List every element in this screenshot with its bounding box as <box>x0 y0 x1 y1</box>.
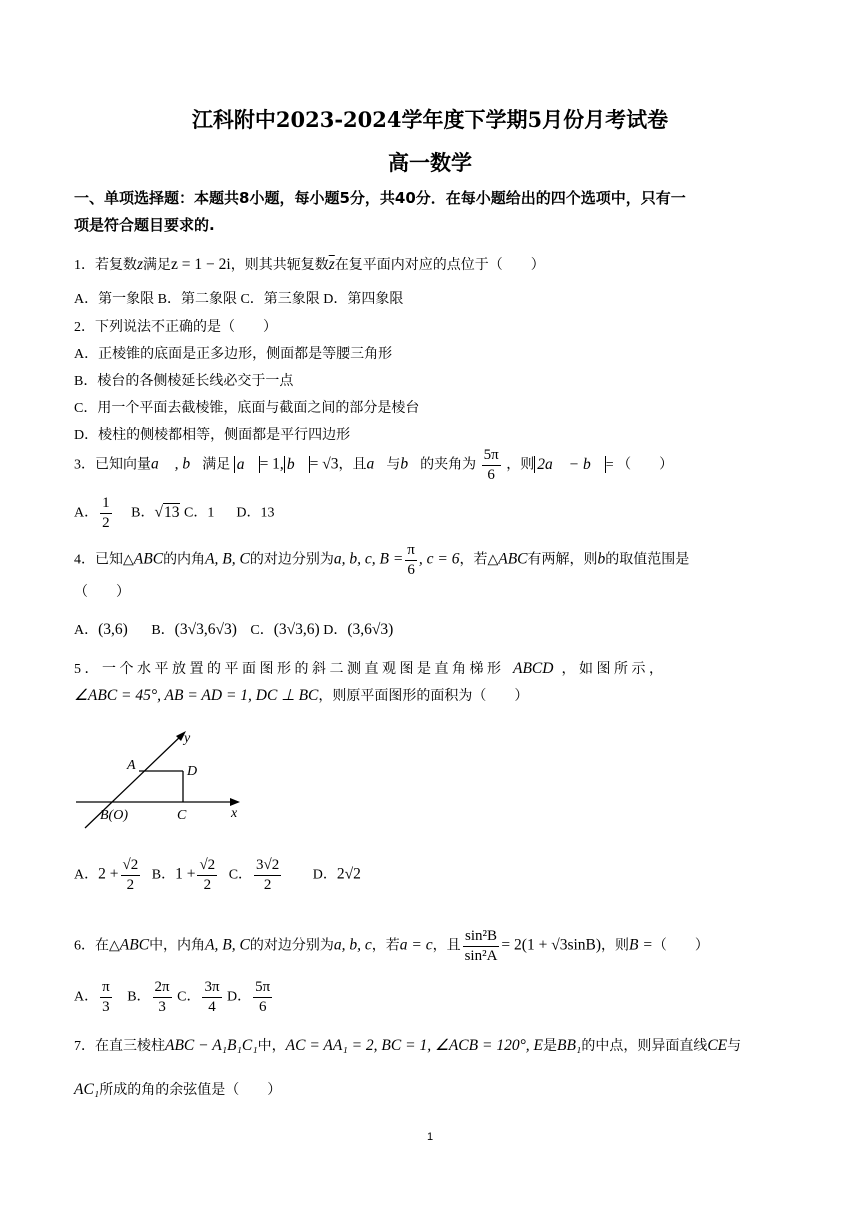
q4-text-e: 有两解，则 <box>527 552 598 568</box>
question-7-line1 <box>74 1035 741 1055</box>
q5-option-a-numerator: √2 <box>121 856 141 876</box>
question-2-option-b: B．棱台的各侧棱延长线必交于一点 <box>74 374 294 389</box>
q7-text-e: 与 <box>727 1039 742 1054</box>
question-4-stem <box>74 541 689 580</box>
q3-text-b: 满足 <box>202 457 231 473</box>
q5-oblique-figure <box>70 725 260 837</box>
q1-text-a: 1．若复数 <box>74 258 137 273</box>
q5-option-a-fraction <box>121 856 141 895</box>
q4-option-b-value: (3√3,6√3) <box>174 621 237 638</box>
q5-option-c-denominator: 2 <box>263 877 272 893</box>
q6-rhs: = 2(1 + √3sinB) <box>501 936 602 954</box>
q6-angles: A, B, C <box>205 936 250 954</box>
q3-option-c: C．1 <box>183 505 215 521</box>
q4-b-fraction <box>405 541 417 580</box>
q6-triangle: ABC <box>119 936 150 954</box>
q5-option-c-fraction <box>254 856 281 895</box>
question-2-option-a: A．正棱锥的底面是正多边形，侧面都是等腰三角形 <box>74 347 393 362</box>
q7-text-f: 所成的角的余弦值是（ ） <box>99 1083 282 1098</box>
question-2-option-d: D．棱柱的侧棱都相等，侧面都是平行四边形 <box>74 428 351 443</box>
q6-ratio-denominator: sin²A <box>464 948 498 964</box>
fig-label-x: x <box>231 806 238 821</box>
fig-label-c: C <box>177 808 187 823</box>
q6-text-f: ，则 <box>601 938 630 954</box>
q4-angles: A, B, C <box>205 550 250 568</box>
q6-option-c-numerator: 3π <box>202 978 221 998</box>
q1-equation: z = 1 − 2i <box>171 256 231 273</box>
q7-conditions: AC = AA₁ = 2, BC = 1, ∠ACB = 120°, E <box>285 1037 543 1054</box>
q4-triangle: ABC <box>133 550 164 568</box>
q5-text-c: ， 如 图 所 示 ， <box>561 662 663 677</box>
q6-option-b-denominator: 3 <box>158 999 166 1015</box>
q5-option-d-value: 2√2 <box>336 865 361 883</box>
q7-prism: ABC − A₁B₁C₁ <box>165 1037 258 1054</box>
q5-option-b-label: B． <box>151 867 176 883</box>
exam-subject: 高一数学 <box>388 150 472 175</box>
q7-edge-bb1: BB₁ <box>557 1037 582 1054</box>
q6-option-b-label: B． <box>127 989 151 1005</box>
q3-vectors: a⃗ , b⃗ <box>151 455 203 473</box>
q3-text-f: ，则 <box>506 457 535 473</box>
q1-text-d: 在复平面内对应的点位于（ ） <box>334 258 545 273</box>
q6-ratio-numerator: sin²B <box>463 927 500 947</box>
page-number: 1 <box>426 1131 434 1143</box>
question-4-paren: （ ） <box>74 585 130 600</box>
fig-label-a: A <box>127 758 136 773</box>
q3-eq2: = √3 <box>309 455 339 473</box>
q3-option-d: D．13 <box>236 505 275 521</box>
q3-vec-b: b⃗ <box>400 455 421 473</box>
q3-text-g: = （ ） <box>605 457 674 473</box>
q6-sides: a, b, c <box>333 936 372 954</box>
question-5-line1 <box>74 658 663 678</box>
q4-triangle-2: ABC <box>498 550 528 568</box>
q4-text-a: 4．已知△ <box>74 552 134 568</box>
q6-text-d: ，若 <box>371 938 400 954</box>
q3-text-e: 的夹角为 <box>420 457 477 473</box>
q5-text-a: 5 ． 一 个 水 平 放 置 的 平 面 图 形 的 斜 二 测 直 观 图 是 直 角 梯 形 <box>74 662 501 677</box>
question-5-options <box>74 856 361 895</box>
q6-option-d-fraction <box>253 978 272 1017</box>
q3-angle-fraction <box>482 446 501 485</box>
q7-text-a: 7．在直三棱柱 <box>74 1039 165 1054</box>
question-6-options <box>74 978 274 1017</box>
q6-option-c-label: C． <box>177 989 201 1005</box>
q4-option-a-value: (3,6) <box>98 621 128 638</box>
q6-option-d-numerator: 5π <box>253 978 272 998</box>
q6-option-b-numerator: 2π <box>153 978 172 998</box>
q7-text-d: 的中点，则异面直线 <box>581 1039 708 1054</box>
q3-text-d: 与 <box>386 457 401 473</box>
q6-option-d-label: D． <box>227 989 252 1005</box>
q1-text-c: ，则其共轭复数 <box>230 258 329 273</box>
q3-text-c: ，且 <box>338 457 367 473</box>
section-heading-line2: 项是符合题目要求的. <box>74 216 215 234</box>
q6-text-e: ，且 <box>432 938 461 954</box>
q4-option-a-label: A． <box>74 623 99 638</box>
q1-conjugate: $\overline{z}$ <box>328 256 335 273</box>
q6-option-c-fraction <box>202 978 221 1017</box>
q6-option-a-fraction <box>100 978 112 1017</box>
q6-option-a-denominator: 3 <box>102 999 110 1015</box>
q4-b-numerator: π <box>405 541 417 561</box>
q4-option-c-value: (3√3,6) <box>273 621 320 638</box>
q4-option-d-label: D． <box>323 623 348 638</box>
q4-option-c-label: C． <box>250 623 274 638</box>
question-2-option-c: C．用一个平面去截棱锥，底面与截面之间的部分是棱台 <box>74 401 420 416</box>
q6-option-a-label: A． <box>74 989 99 1005</box>
q5-option-c-numerator: 3√2 <box>254 856 281 876</box>
q3-option-b-label: B． <box>131 505 155 521</box>
q3-text-a: 3．已知向量 <box>74 457 151 473</box>
q4-option-d-value: (3,6√3) <box>347 621 394 638</box>
q5-option-a-prefix: 2 + <box>98 865 119 883</box>
fig-label-d: D <box>187 764 198 779</box>
q3-angle-denominator: 6 <box>487 467 495 483</box>
q3-option-a-denominator: 2 <box>102 515 110 531</box>
q7-line-ac1: AC₁ <box>74 1081 100 1098</box>
question-5-line2 <box>74 685 528 705</box>
q5-option-d-label: D． <box>312 867 337 883</box>
q5-option-b-denominator: 2 <box>203 877 212 893</box>
question-1-stem <box>74 254 545 274</box>
q6-text-b: 中，内角 <box>149 938 206 954</box>
q5-option-a-denominator: 2 <box>126 877 135 893</box>
q4-text-c: 的对边分别为 <box>249 552 334 568</box>
q6-b-var: B = <box>629 936 653 954</box>
q4-b-var: b <box>597 550 606 568</box>
q6-ratio-fraction <box>463 927 500 966</box>
section-heading-line1: 一、单项选择题：本题共8小题，每小题5分，共40分．在每小题给出的四个选项中，只有一 <box>74 189 686 207</box>
q7-line-ce: CE <box>707 1037 728 1054</box>
exam-title: 江科附中2023-2024学年度下学期5月份月考试卷 <box>191 107 669 132</box>
q4-b-denominator: 6 <box>407 562 415 578</box>
q4-c-equation: , c = 6 <box>418 550 460 568</box>
q3-option-a-numerator: 1 <box>100 494 112 514</box>
q3-norm-b: b⃗ <box>284 456 310 473</box>
q4-text-f: 的取值范围是 <box>605 552 690 568</box>
q3-option-a-label: A． <box>74 505 99 521</box>
section-heading <box>74 185 798 239</box>
q1-var: z <box>137 256 144 273</box>
q6-option-c-denominator: 4 <box>208 999 216 1015</box>
q4-text-d: ，若△ <box>459 552 499 568</box>
q3-eq1: = 1, <box>259 455 284 473</box>
q3-option-a-fraction <box>100 494 112 533</box>
question-2-stem: 2．下列说法不正确的是（ ） <box>74 320 277 335</box>
q5-option-b-numerator: √2 <box>197 856 217 876</box>
q6-text-a: 6．在△ <box>74 938 120 954</box>
q7-text-c: 是 <box>543 1039 557 1054</box>
q3-option-b-value: 13 <box>163 503 180 521</box>
q6-text-c: 的对边分别为 <box>249 938 334 954</box>
question-6-stem <box>74 927 709 966</box>
q5-text-b: ，则原平面图形的面积为（ ） <box>318 689 529 704</box>
q3-vec-a: a⃗ <box>366 455 387 473</box>
q6-option-a-numerator: π <box>100 978 112 998</box>
q4-text-b: 的内角 <box>163 552 206 568</box>
question-1-options: A．第一象限 B．第二象限 C．第三象限 D．第四象限 <box>74 292 404 307</box>
question-3-options: A． $\frac{1}{2}$ B．√13 C．1 D．13 <box>74 495 275 531</box>
q7-text-b: 中， <box>257 1039 286 1054</box>
q5-trapezoid: ABCD <box>513 660 554 677</box>
fig-label-bo: B(O) <box>100 808 128 823</box>
question-4-options <box>74 619 393 639</box>
q5-option-b-prefix: 1 + <box>175 865 196 883</box>
q5-option-a-label: A． <box>74 867 99 883</box>
q3-norm-a: a⃗ <box>234 456 260 473</box>
q3-angle-numerator: 5π <box>482 446 501 466</box>
q6-paren: （ ） <box>652 938 709 954</box>
question-7-line2 <box>74 1079 281 1099</box>
q1-text-b: 满足 <box>143 258 172 273</box>
question-3-stem <box>74 446 673 485</box>
q5-conditions: ∠ABC = 45°, AB = AD = 1, DC ⊥ BC <box>74 687 319 704</box>
q4-option-b-label: B． <box>151 623 175 638</box>
q6-option-d-denominator: 6 <box>258 999 267 1015</box>
q6-option-b-fraction <box>153 978 172 1017</box>
q6-condition: a = c <box>399 936 433 954</box>
q5-option-c-label: C． <box>228 867 253 883</box>
q4-sides: a, b, c, B = <box>333 550 404 568</box>
q5-option-b-fraction <box>197 856 217 895</box>
q3-expression: 2a⃗ − b⃗ <box>534 456 606 473</box>
fig-label-y: y <box>184 731 191 746</box>
